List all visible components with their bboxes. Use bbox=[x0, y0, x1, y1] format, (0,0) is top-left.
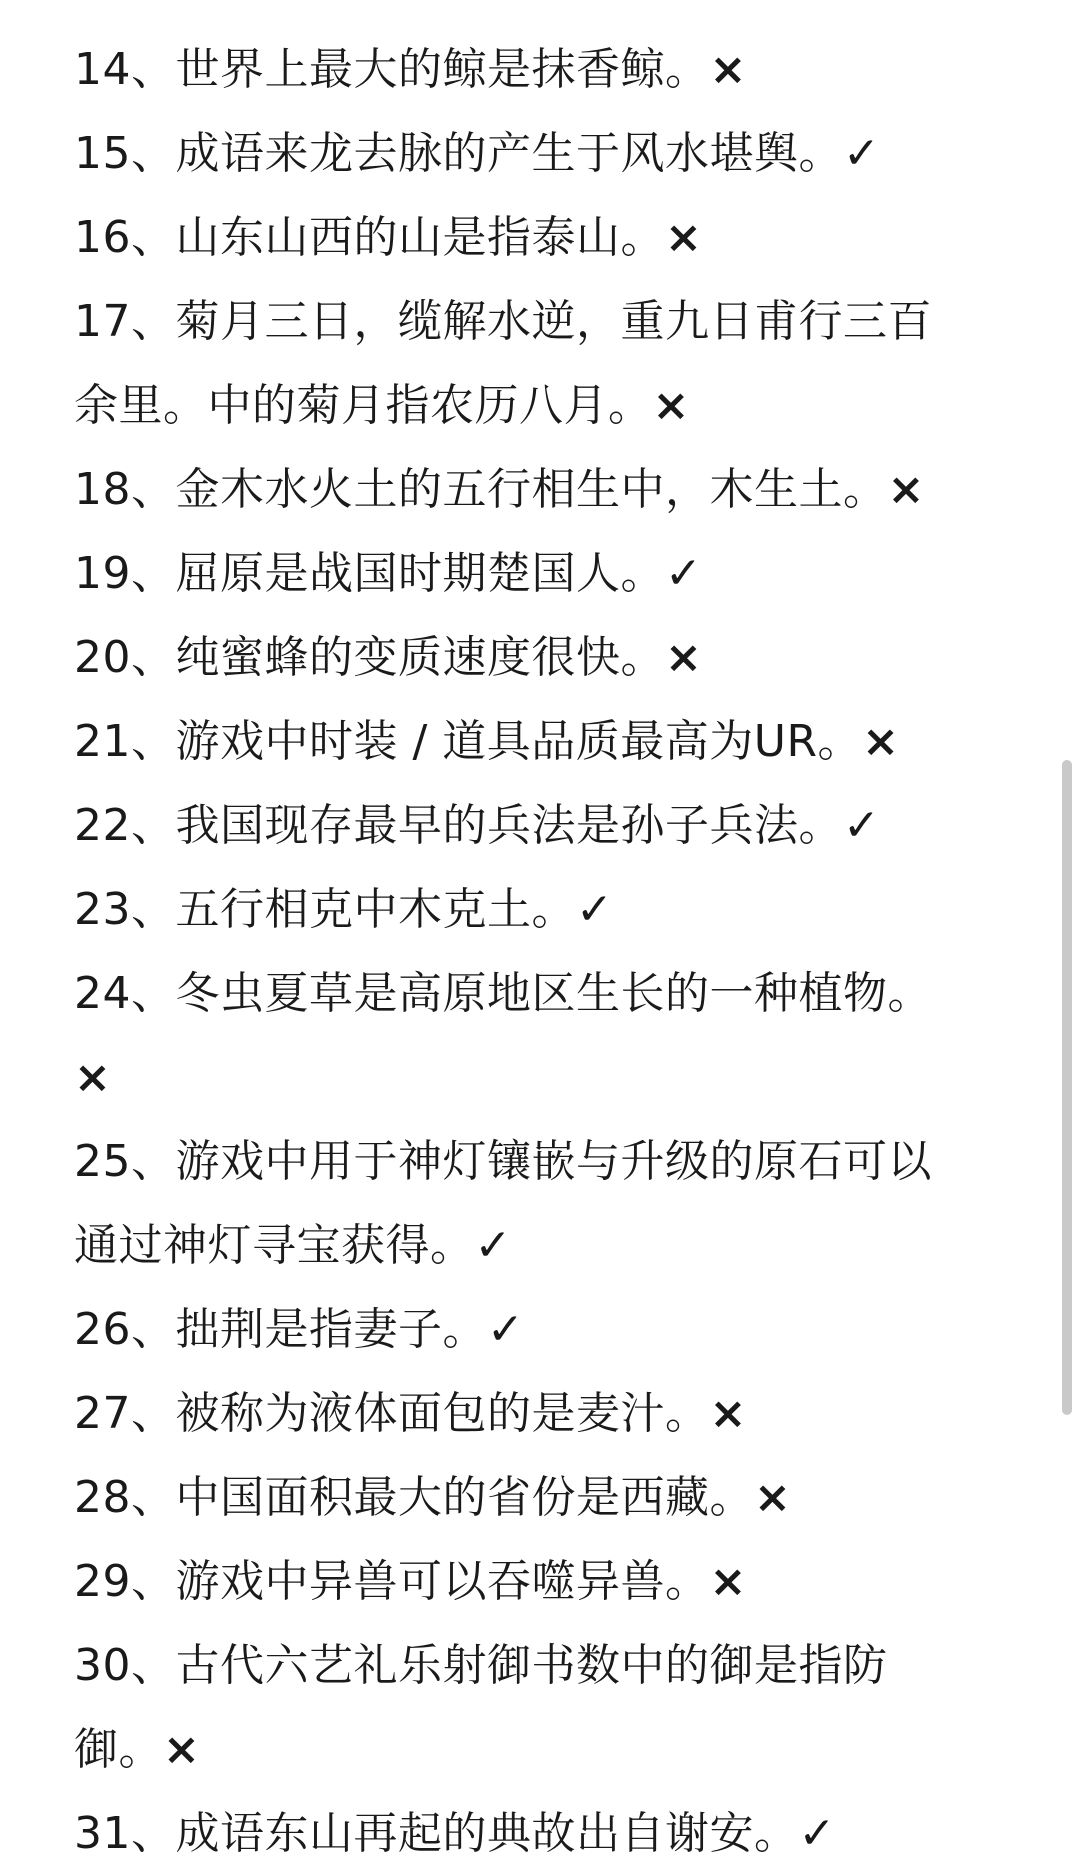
answer-mark: × bbox=[709, 44, 747, 95]
list-item bbox=[74, 532, 1014, 616]
line-text: 25、游戏中用于神灯镶嵌与升级的原石可以 bbox=[74, 1136, 932, 1187]
answer-mark: × bbox=[754, 1472, 792, 1523]
answer-mark: ✓ bbox=[576, 884, 614, 935]
line-text: 19、屈原是战国时期楚国人。 bbox=[74, 548, 665, 599]
quiz-answer-list bbox=[74, 28, 1014, 1876]
list-item bbox=[74, 1792, 1014, 1876]
line-text: 30、古代六艺礼乐射御书数中的御是指防 bbox=[74, 1640, 888, 1691]
answer-mark: ✓ bbox=[798, 1808, 836, 1859]
answer-mark: × bbox=[652, 380, 690, 431]
line-text: 20、纯蜜蜂的变质速度很快。 bbox=[74, 632, 665, 683]
list-item bbox=[74, 1540, 1014, 1624]
list-item bbox=[74, 1456, 1014, 1540]
line-text: 17、菊月三日，缆解水逆，重九日甫行三百 bbox=[74, 296, 932, 347]
line-text: 22、我国现存最早的兵法是孙子兵法。 bbox=[74, 800, 843, 851]
list-item bbox=[74, 1120, 1014, 1204]
scrollbar-thumb[interactable] bbox=[1062, 760, 1072, 1415]
line-text: 15、成语来龙去脉的产生于风水堪舆。 bbox=[74, 128, 843, 179]
line-text: 18、金木水火土的五行相生中，木生土。 bbox=[74, 464, 888, 515]
line-text: 24、冬虫夏草是高原地区生长的一种植物。 bbox=[74, 968, 932, 1019]
line-text: 26、拙荆是指妻子。 bbox=[74, 1304, 487, 1355]
list-item bbox=[74, 1624, 1014, 1708]
answer-mark: × bbox=[163, 1724, 201, 1775]
line-text: 28、中国面积最大的省份是西藏。 bbox=[74, 1472, 754, 1523]
list-item bbox=[74, 700, 1014, 784]
list-item bbox=[74, 112, 1014, 196]
answer-mark: ✓ bbox=[665, 548, 703, 599]
answer-mark: ✓ bbox=[843, 800, 881, 851]
list-item bbox=[74, 952, 1014, 1036]
line-text: 16、山东山西的山是指泰山。 bbox=[74, 212, 665, 263]
answer-mark: × bbox=[665, 632, 703, 683]
line-text: 御。 bbox=[74, 1724, 163, 1775]
answer-mark: × bbox=[709, 1388, 747, 1439]
answer-mark: ✓ bbox=[487, 1304, 525, 1355]
list-item bbox=[74, 1708, 1014, 1792]
list-item bbox=[74, 1036, 1014, 1120]
answer-mark: × bbox=[709, 1556, 747, 1607]
list-item bbox=[74, 196, 1014, 280]
list-item bbox=[74, 28, 1014, 112]
answer-mark: ✓ bbox=[843, 128, 881, 179]
list-item bbox=[74, 1204, 1014, 1288]
list-item bbox=[74, 616, 1014, 700]
answer-mark: × bbox=[862, 716, 900, 767]
list-item bbox=[74, 1288, 1014, 1372]
answer-mark: × bbox=[665, 212, 703, 263]
line-text: 27、被称为液体面包的是麦汁。 bbox=[74, 1388, 710, 1439]
list-item bbox=[74, 784, 1014, 868]
line-text: 23、五行相克中木克土。 bbox=[74, 884, 576, 935]
answer-mark: × bbox=[887, 464, 925, 515]
line-text: 31、成语东山再起的典故出自谢安。 bbox=[74, 1808, 799, 1859]
list-item bbox=[74, 448, 1014, 532]
line-text: 余里。中的菊月指农历八月。 bbox=[74, 380, 653, 431]
list-item bbox=[74, 1372, 1014, 1456]
line-text: 29、游戏中异兽可以吞噬异兽。 bbox=[74, 1556, 710, 1607]
list-item bbox=[74, 364, 1014, 448]
scrollbar[interactable] bbox=[1058, 0, 1080, 1863]
answer-mark: ✓ bbox=[474, 1220, 512, 1271]
line-text: 通过神灯寻宝获得。 bbox=[74, 1220, 475, 1271]
list-item bbox=[74, 280, 1014, 364]
line-text: 21、游戏中时装 / 道具品质最高为UR。 bbox=[74, 716, 863, 767]
line-text: 14、世界上最大的鲸是抹香鲸。 bbox=[74, 44, 710, 95]
answer-mark: × bbox=[74, 1052, 112, 1103]
list-item bbox=[74, 868, 1014, 952]
